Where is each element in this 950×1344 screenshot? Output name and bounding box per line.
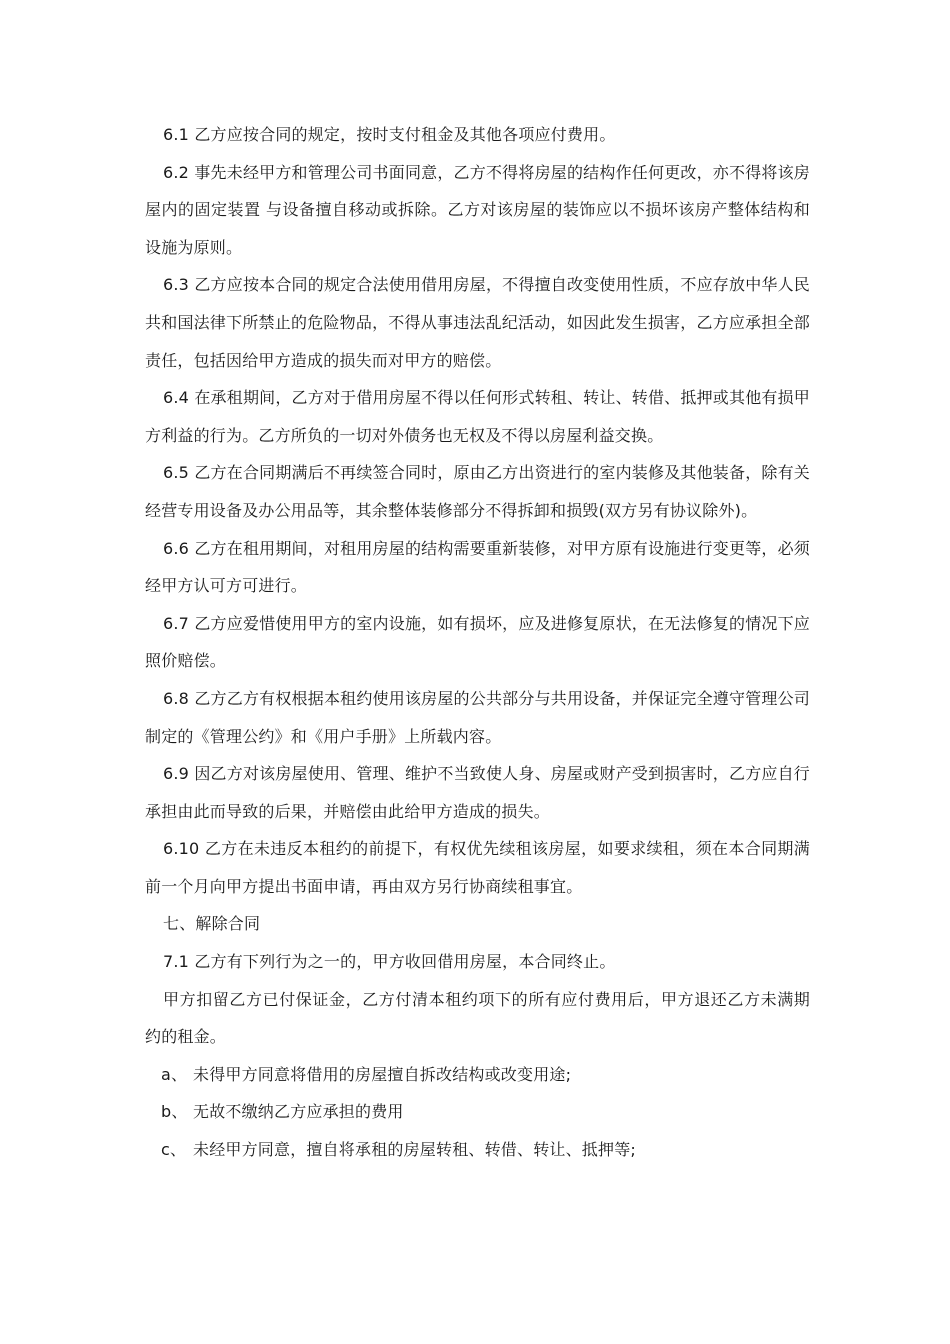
list-marker: c、 xyxy=(161,1140,187,1160)
clause-6-3: 6.3 乙方应按本合同的规定合法使用借用房屋，不得擅自改变使用性质，不应存放中华人民共和国法律下所禁止的危险物品，不得从事违法乱纪活动，如因此发生损害，乙方应承担全部责任，包括因给甲方造成的损失而对甲方的赔偿。 xyxy=(145,275,810,370)
clause-7-1-detail: 甲方扣留乙方已付保证金，乙方付清本租约项下的所有应付费用后，甲方退还乙方未满期约的租金。 xyxy=(145,989,810,1047)
list-item-a xyxy=(145,1056,810,1094)
document-body xyxy=(145,116,810,1169)
clause-6-9: 6.9 因乙方对该房屋使用、管理、维护不当致使人身、房屋或财产受到损害时，乙方应自行承担由此而导致的后果，并赔偿由此给甲方造成的损失。 xyxy=(145,764,810,821)
list-item-text: 未经甲方同意，擅自将承租的房屋转租、转借、转让、抵押等; xyxy=(193,1140,636,1160)
list-marker: a、 xyxy=(161,1064,188,1084)
clause-6-10: 6.10 乙方在未违反本租约的前提下，有权优先续租该房屋，如要求续租，须在本合同期满前一个月向甲方提出书面申请，再由双方另行协商续租事宜。 xyxy=(145,839,810,896)
clause-6-4: 6.4 在承租期间，乙方对于借用房屋不得以任何形式转租、转让、转借、抵押或其他有损甲方利益的行为。乙方所负的一切对外债务也无权及不得以房屋利益交换。 xyxy=(145,388,810,445)
clause-6-1: 6.1 乙方应按合同的规定，按时支付租金及其他各项应付费用。 xyxy=(163,125,616,144)
clause-6-5: 6.5 乙方在合同期满后不再续签合同时，原由乙方出资进行的室内装修及其他装备，除有关经营专用设备及办公用品等，其余整体装修部分不得拆卸和损毁(双方另有协议除外)。 xyxy=(145,463,810,520)
clause-6-7: 6.7 乙方应爱惜使用甲方的室内设施，如有损坏，应及进修复原状，在无法修复的情况下应照价赔偿。 xyxy=(145,613,810,671)
list-item-b xyxy=(145,1093,810,1131)
list-item-c xyxy=(145,1131,810,1169)
clause-7-1: 7.1 乙方有下列行为之一的，甲方收回借用房屋，本合同终止。 xyxy=(163,952,616,972)
section-heading-7: 七、解除合同 xyxy=(163,914,261,934)
clause-6-6: 6.6 乙方在租用期间，对租用房屋的结构需要重新装修，对甲方原有设施进行变更等，必须经甲方认可方可进行。 xyxy=(145,538,810,596)
list-item-text: 未得甲方同意将借用的房屋擅自拆改结构或改变用途; xyxy=(193,1064,572,1084)
list-item-text: 无故不缴纳乙方应承担的费用 xyxy=(193,1102,404,1122)
list-marker: b、 xyxy=(161,1102,188,1122)
clause-6-8: 6.8 乙方乙方有权根据本租约使用该房屋的公共部分与共用设备，并保证完全遵守管理公司制定的《管理公约》和《用户手册》上所载内容。 xyxy=(145,688,810,746)
clause-6-2: 6.2 事先未经甲方和管理公司书面同意，乙方不得将房屋的结构作任何更改，亦不得将该房屋内的固定装置 与设备擅自移动或拆除。乙方对该房屋的装饰应以不损坏该房产整体结构和设施为原则。 xyxy=(145,162,810,257)
